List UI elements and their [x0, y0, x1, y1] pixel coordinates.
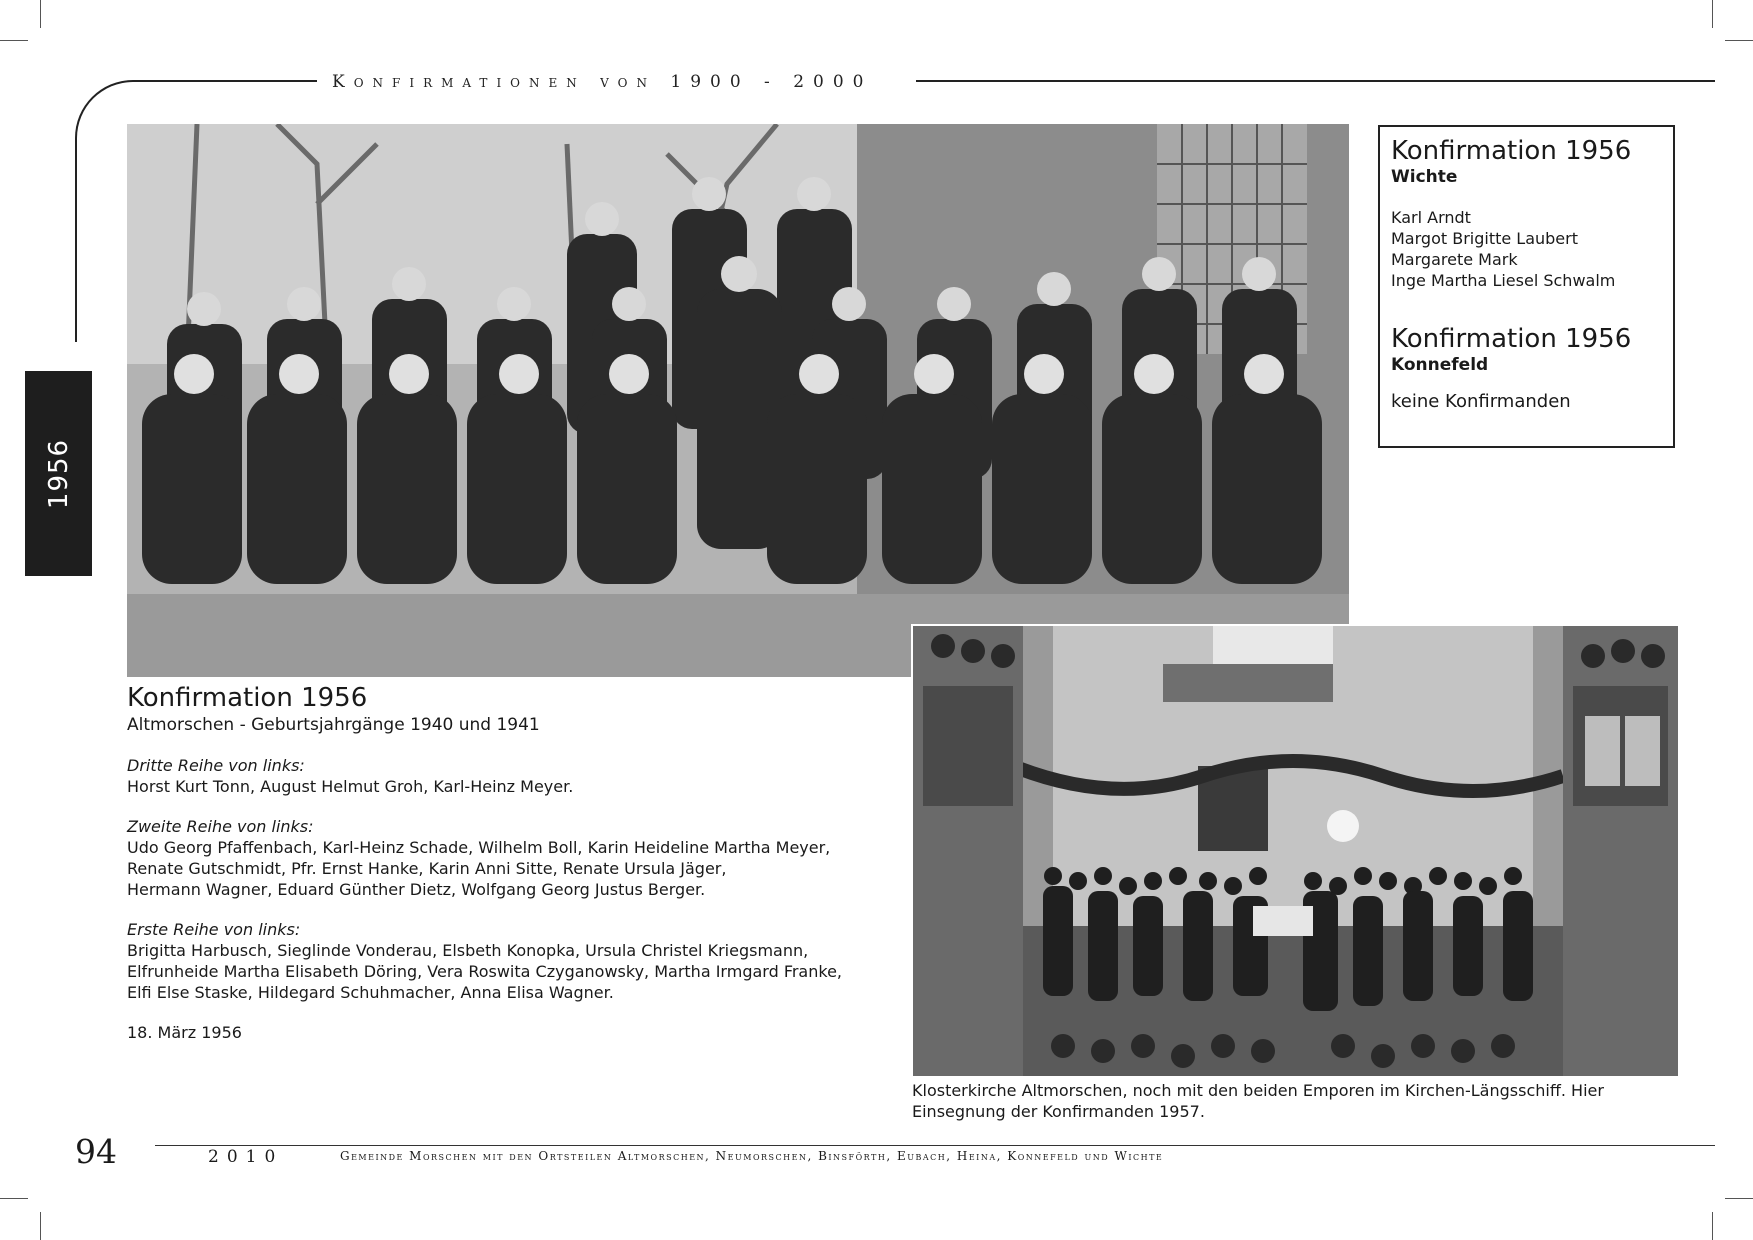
group-photo — [127, 124, 1349, 677]
crop-mark — [40, 0, 41, 28]
row-block-second — [127, 816, 907, 900]
wichte-title: Konfirmation 1956 — [1391, 136, 1632, 166]
year-tab-label: 1956 — [43, 438, 74, 509]
main-text-block — [127, 682, 907, 1043]
konnefeld-place: Konnefeld — [1391, 355, 1489, 375]
row-names: Renate Gutschmidt, Pfr. Ernst Hanke, Karin Anni Sitte, Renate Ursula Jäger, — [127, 859, 727, 878]
wichte-name: Margarete Mark — [1391, 250, 1518, 269]
row-block-third — [127, 755, 907, 797]
header-rule — [916, 80, 1715, 82]
church-photo — [911, 624, 1680, 1078]
group-photo-drawing — [127, 124, 1349, 677]
crop-mark — [1712, 0, 1713, 28]
row-label: Dritte Reihe von links: — [127, 756, 305, 775]
crop-mark — [40, 1212, 41, 1240]
row-label: Zweite Reihe von links: — [127, 817, 314, 836]
row-label: Erste Reihe von links: — [127, 920, 301, 939]
church-photo-drawing — [913, 626, 1678, 1076]
confirmation-date: 18. März 1956 — [127, 1023, 242, 1042]
caption-line: Einsegnung der Konfirmanden 1957. — [912, 1102, 1205, 1121]
row-names: Horst Kurt Tonn, August Helmut Groh, Karl-Heinz Meyer. — [127, 777, 574, 796]
year-tab — [25, 371, 92, 576]
page-number: 94 — [75, 1132, 117, 1171]
info-box — [1378, 125, 1675, 448]
main-subtitle: Altmorschen - Geburtsjahrgänge 1940 und 1941 — [127, 715, 540, 735]
footer-rule — [155, 1145, 1715, 1146]
wichte-place: Wichte — [1391, 167, 1458, 187]
row-names: Elfrunheide Martha Elisabeth Döring, Vera Roswita Czyganowsky, Martha Irmgard Franke, — [127, 962, 842, 981]
crop-mark — [1712, 1212, 1713, 1240]
wichte-name: Margot Brigitte Laubert — [1391, 229, 1578, 248]
row-block-first — [127, 919, 907, 1003]
konnefeld-note: keine Konfirmanden — [1391, 391, 1571, 412]
caption-line: Klosterkirche Altmorschen, noch mit den beiden Emporen im Kirchen-Längsschiff. Hier — [912, 1081, 1604, 1100]
page-header-title: Konfirmationen von 1900 - 2000 — [332, 72, 873, 92]
crop-mark — [1725, 40, 1753, 41]
wichte-name: Inge Martha Liesel Schwalm — [1391, 271, 1616, 290]
footer-text: Gemeinde Morschen mit den Ortsteilen Altmorschen, Neumorschen, Binsförth, Eubach, Heina, Konnefeld und Wichte — [340, 1149, 1164, 1163]
main-title: Konfirmation 1956 — [127, 683, 368, 713]
row-names: Brigitta Harbusch, Sieglinde Vonderau, Elsbeth Konopka, Ursula Christel Kriegsmann, — [127, 941, 809, 960]
wichte-name: Karl Arndt — [1391, 208, 1471, 227]
crop-mark — [0, 1198, 28, 1199]
row-names: Hermann Wagner, Eduard Günther Dietz, Wolfgang Georg Justus Berger. — [127, 880, 706, 899]
crop-mark — [1725, 1198, 1753, 1199]
wichte-name-list — [1391, 207, 1662, 291]
church-photo-caption — [912, 1080, 1672, 1122]
konnefeld-title: Konfirmation 1956 — [1391, 324, 1632, 354]
crop-mark — [0, 40, 28, 41]
row-names: Elfi Else Staske, Hildegard Schuhmacher, Anna Elisa Wagner. — [127, 983, 614, 1002]
footer-year: 2010 — [208, 1147, 284, 1167]
row-names: Udo Georg Pfaffenbach, Karl-Heinz Schade, Wilhelm Boll, Karin Heideline Martha Meyer, — [127, 838, 831, 857]
